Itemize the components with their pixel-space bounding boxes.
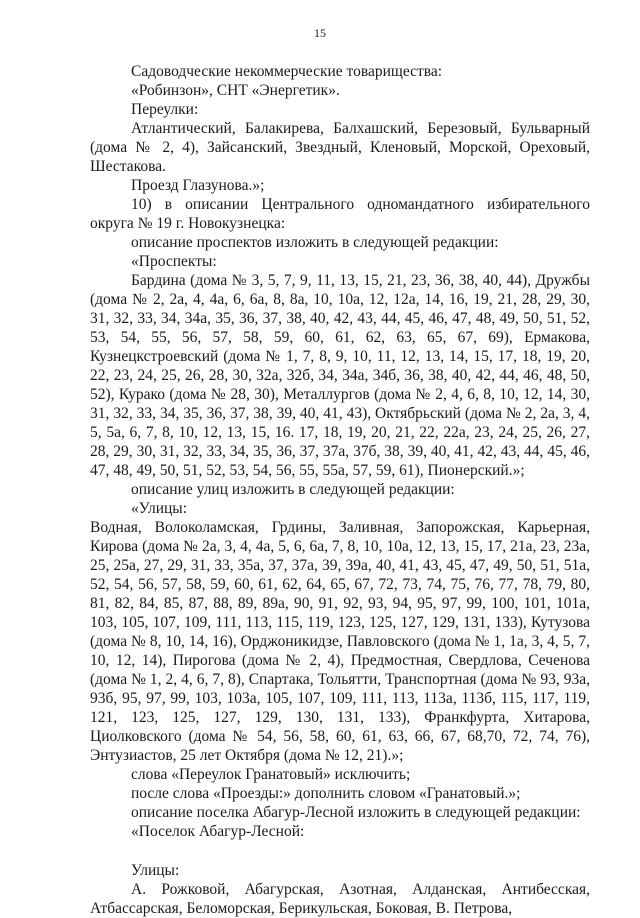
- paragraph: «Улицы:: [131, 500, 188, 517]
- paragraph: Улицы:: [131, 862, 180, 879]
- page-number: 15: [314, 26, 326, 40]
- paragraph: описание улиц изложить в следующей редакции:: [131, 481, 455, 498]
- paragraph: после слова «Проезды:» дополнить словом «Гранатовый.»;: [131, 785, 521, 802]
- paragraph: 10) в описании Центрального одномандатного избирательного округа № 19 г. Новокузнецка:: [90, 196, 590, 232]
- paragraph: Атлантический, Балакирева, Балхашский, Березовый, Бульварный (дома № 2, 4), Зайсанский, Звездный, Кленовый, Морской, Ореховый, Шестакова.: [90, 120, 590, 175]
- paragraph: А. Рожковой, Абагурская, Азотная, Алданская, Антибесская, Атбассарская, Беломорская, Берикульская, Боковая, В. Петрова,: [90, 881, 590, 917]
- paragraph: Садоводческие некоммерческие товарищества:: [131, 63, 443, 80]
- paragraph: «Поселок Абагур-Лесной:: [131, 823, 305, 840]
- document-body: [90, 62, 590, 918]
- paragraph: описание поселка Абагур-Лесной изложить в следующей редакции:: [131, 804, 581, 821]
- paragraph: «Проспекты:: [131, 253, 217, 270]
- paragraph: «Робинзон», СНТ «Энергетик».: [131, 82, 340, 99]
- paragraph: Водная, Волоколамская, Грдины, Заливная, Запорожская, Карьерная, Кирова (дома № 2а, 3, 4, 4а, 5, 6, 6а, 7, 8, 10, 10а, 12, 13, 15, 17, 21а, 23, 23а, 25, 25а, 27, 29, 31, 33, 35а, 37, 37а, 39, 39а, 40, 41, 43, 45, 47, 49, 50, 51, 51а, 52, 54, 56, 57, 58, 59, 60, 61, 62, 64, 65, 67, 72, 73, 74, 75, 76, 77, 78, 79, 80, 81, 82, 84, 85, 87, 88, 89, 89а, 90, 91, 92, 93, 94, 95, 97, 99, 100, 101, 101а, 103, 105, 107, 109, 111, 113, 115, 119, 123, 125, 127, 129, 131, 133), Кутузова (дома № 8, 10, 14, 16), Орджоникидзе, Павловского (дома № 1, 1а, 3, 4, 5, 7, 10, 12, 14), Пирогова (дома № 2, 4), Предмостная, Свердлова, Сеченова (дома № 1, 2, 4, 6, 7, 8), Спартака, Тольятти, Транспортная (дома № 93, 93а, 93б, 95, 97, 99, 103, 103а, 105, 107, 109, 111, 113, 113а, 113б, 115, 117, 119, 121, 123, 125, 127, 129, 130, 131, 133), Франкфурта, Хитарова, Циолковского (дома № 54, 56, 58, 60, 61, 63, 66, 67, 68,70, 72, 74, 76), Энтузиастов, 25 лет Октября (дома № 12, 21).»;: [90, 519, 590, 764]
- paragraph: Бардина (дома № 3, 5, 7, 9, 11, 13, 15, 21, 23, 36, 38, 40, 44), Дружбы (дома № 2, 2а, 4, 4а, 6, 6а, 8, 8а, 10, 10а, 12, 12а, 14, 16, 19, 21, 28, 29, 30, 31, 32, 33, 34, 34а, 35, 36, 37, 38, 40, 42, 43, 44, 45, 46, 47, 48, 49, 50, 51, 52, 53, 54, 55, 56, 57, 58, 59, 60, 61, 62, 63, 65, 67, 69), Ермакова, Кузнецкстроевский (дома № 1, 7, 8, 9, 10, 11, 12, 13, 14, 15, 17, 18, 19, 20, 22, 23, 24, 25, 26, 28, 30, 32а, 32б, 34, 34а, 34б, 36, 38, 40, 42, 44, 46, 48, 50, 52), Курако (дома № 28, 30), Металлургов (дома № 2, 4, 6, 8, 10, 12, 14, 30, 31, 32, 33, 34, 35, 36, 37, 38, 39, 40, 41, 43), Октябрьский (дома № 2, 2а, 3, 4, 5, 5а, 6, 7, 8, 10, 12, 13, 15, 16. 17, 18, 19, 20, 21, 22, 22а, 23, 24, 25, 26, 27, 28, 29, 30, 31, 32, 33, 34, 35, 36, 37, 37а, 37б, 38, 39, 40, 41, 42, 43, 44, 45, 46, 47, 48, 49, 50, 51, 52, 53, 54, 56, 55, 55а, 57, 59, 61), Пионерский.»;: [90, 272, 590, 479]
- paragraph: слова «Переулок Гранатовый» исключить;: [131, 766, 411, 783]
- paragraph: Проезд Глазунова.»;: [131, 177, 265, 194]
- paragraph: описание проспектов изложить в следующей редакции:: [131, 234, 499, 251]
- paragraph: Переулки:: [131, 101, 199, 118]
